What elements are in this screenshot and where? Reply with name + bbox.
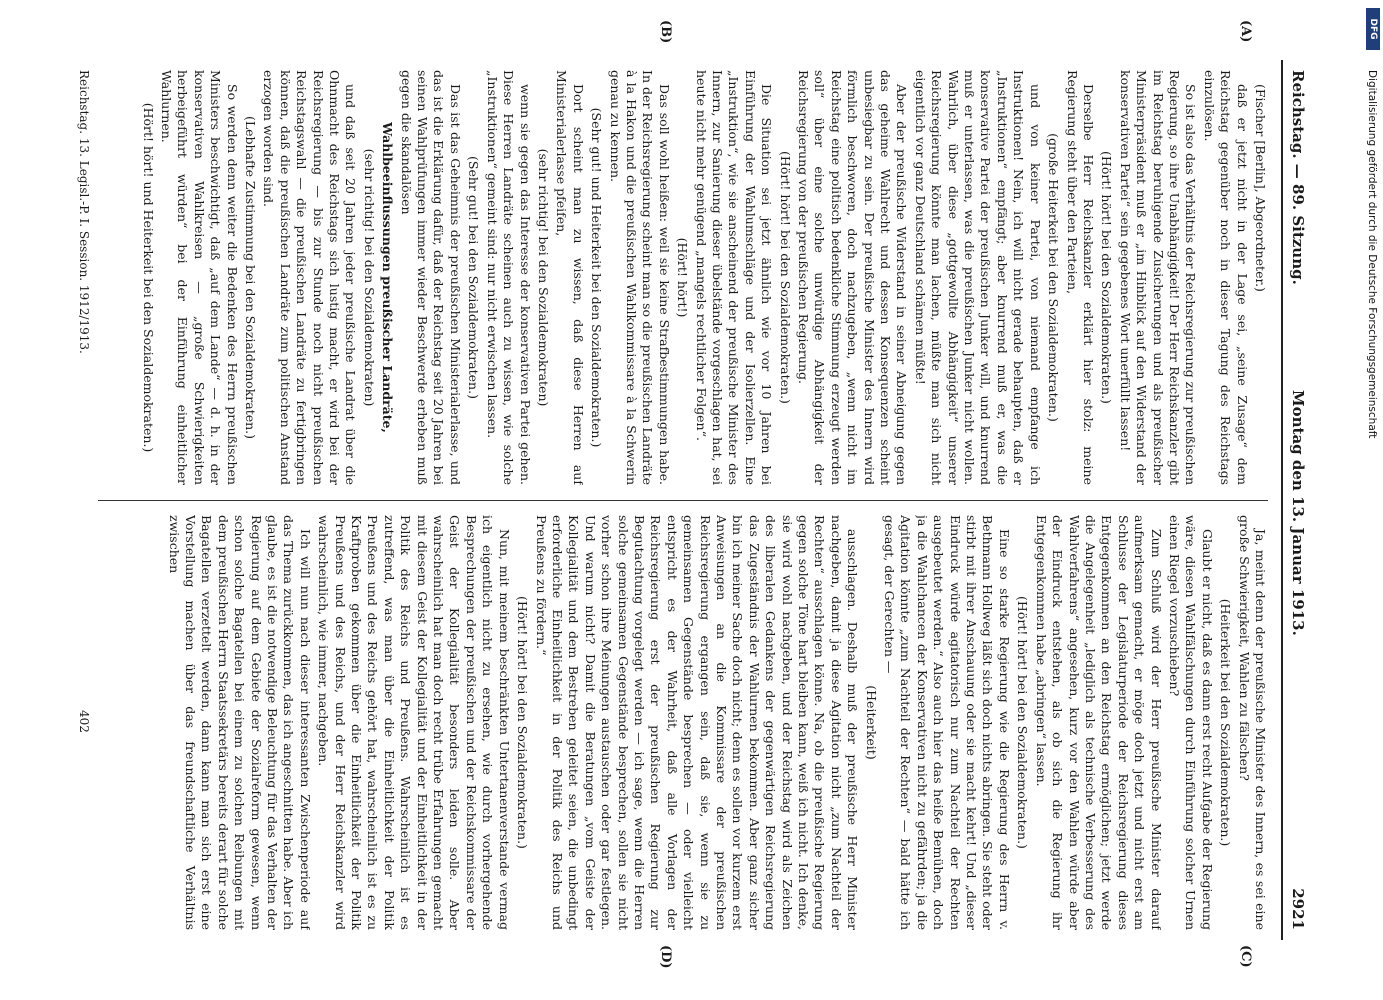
interjection: (große Heiterkeit bei den Sozialdemokraten.) bbox=[1046, 133, 1062, 422]
page-number: 2921 bbox=[1289, 888, 1307, 930]
bold-heading: Wahlbeeinflussungen preußischer Landräte, bbox=[380, 122, 396, 433]
dfg-logo-text: DFG bbox=[1368, 18, 1378, 40]
digitization-credit: Digitalisierung gefördert durch die Deutsche Forschungsgemeinschaft bbox=[1366, 70, 1378, 439]
header-date: Montag den 13. Januar 1913. bbox=[1289, 390, 1307, 636]
interjection: (Lebhafte Zustimmung bei den Sozialdemokraten.) bbox=[243, 115, 259, 440]
interjection: (Hört! hört! und Heiterkeit bei den Sozialdemokraten.) bbox=[140, 102, 156, 453]
dfg-logo bbox=[1366, 8, 1380, 50]
text-column-right bbox=[88, 515, 1268, 930]
interjection: (sehr richtig! bei den Sozialdemokraten) bbox=[535, 148, 551, 407]
paragraph: wenn sie gegen das Interesse der konservativen Partei gehen. Diese Herren Landräte scheinen auch zu wissen, wie solche „Instruktionen“ gemeint sind: nur nicht erwischen lassen. bbox=[484, 70, 533, 485]
interjection: (Heiterkeit bei den Sozialdemokraten.) bbox=[1218, 598, 1234, 847]
interjection: (Hört! hört! bei den Sozialdemokraten.) bbox=[515, 596, 531, 849]
margin-marker-d: (D) bbox=[658, 945, 673, 969]
interjection: (Hört! hört! bei den Sozialdemokraten.) bbox=[777, 151, 793, 404]
paragraph: und von keiner Partei, von niemand empfange ich Instruktionen! Nein, ich will nicht gerade behaupten, daß er „Instruktionen“ empfängt; aber knurrend muß er, was die konservative Partei der preußischen Junker will, und knurrend muß er unterlassen, was die preußischen Junker nicht wollen. Wahrlich, über diese „gottgewollte Abhängigkeit“ unserer Reichsregierung könnte man lachen, müßte man sich nicht eigentlich vor ganz Deutschland schämen müßte! bbox=[912, 70, 1043, 485]
margin-marker-c: (C) bbox=[1238, 945, 1253, 968]
paragraph: So ist also das Verhältnis der Reichsregierung zur preußischen Regierung, so ihre Unabhängigkeit! Der Herr Reichskanzler gibt im Reichstag beruhigende Zusicherungen und als preußischer Ministerpräsident muß er „im Hinblick auf den Widerstand der konservativen Partei“ sein gegebenes Wort unerfüllt lassen! bbox=[1117, 70, 1199, 485]
interjection: (Sehr gut! und Heiterkeit bei den Sozialdemokraten.) bbox=[589, 107, 605, 448]
paragraph: ausschlagen. Deshalb muß der preußische Herr Minister nachgeben, damit ja diese Agitation nicht „zum Nachteil der Rechten“ ausschlagen könne. Na, ob die preußische Regierung gegen solche Töne hart bleiben kann, weiß ich nicht. Ich denke, sie wird wohl nachgeben, und der Reichstag wird als Zeichen des liberalen Gedankens der gegenwärtigen Reichsregierung das Zugeständnis der Wahlurnen bekommen. Aber ganz sicher bin ich meiner Sache doch nicht; denn es sollen vor kurzem erst Anweisungen an die Kommissare der preußischen Reichsregierung ergangen sein, daß sie, wenn sie zu gemeinsamen Gegenstände besprechen — oder vielleicht entspricht es der Wahrheit, daß alle Vorlagen der Reichsregierung erst der preußischen Regierung zur Begutachtung vorgelegt werden — ich sage, wenn die Herren solche gemeinsamen Gegenstände besprechen, sollen sie nicht vorher schon ihre Meinungen austauschen oder gar festlegen. Und warum nicht? Damit die Beratungen „vom Geiste der Kollegialität und dem Bestreben geleitet seien, die unbedingt erforderliche Einheitlichkeit in der Politik des Reichs und Preußens zu fördern.“ bbox=[533, 515, 861, 930]
footer-sheet-number: 402 bbox=[77, 710, 91, 733]
paragraph: Nun, mit meinem beschränkten Untertanenverstande vermag ich eigentlich nicht zu ersehen, wie durch vorhergehende Besprechungen der preußischen und der Reichskommissare der Geist der Kollegialität besonders leiden solle. Aber wahrscheinlich hat man doch recht trübe Erfahrungen gemacht mit diesem Geist der Kollegialität und der Einheitlichkeit in der Politik des Reichs und Preußens. Wahrscheinlich ist es zutreffend, was man über die Einheitlichkeit der Politik Preußens und des Reichs gehört hat, wahrscheinlich ist es zu Kraftproben gekommen über die Einheitlichkeit der Politik Preußens und des Reichs, und der Herr Reichskanzler wird wahrscheinlich, wie immer, nachgeben. bbox=[316, 515, 512, 930]
paragraph: (Fischer [Berlin], Abgeordneter.) bbox=[1253, 84, 1268, 292]
interjection: (Heiterkeit) bbox=[863, 685, 879, 760]
text-column-left bbox=[88, 70, 1268, 485]
margin-marker-a: (A) bbox=[1238, 20, 1253, 43]
paragraph: Derselbe Herr Reichskanzler erklärt hier stolz: meine Regierung steht über den Parteien, bbox=[1064, 70, 1096, 485]
paragraph: Eine so starke Regierung wie die Regierung des Herrn v. Bethmann Hollweg läßt sich doch nichts abringen. Sie steht oder stirbt mit ihrer Anschauung oder sie macht kehrt! Und „dieser Eindruck würde agitatorisch nur zum Nachteil der Rechten ausgebeutet werden.“ Also auch hier das heiße Bemühen, doch ja die Wahlchancen der Konservativen nicht zu gefährden; ja die Agitation könnte „zum Nachteil der Rechten“ — bald hätte ich gesagt, der Gerechten — bbox=[882, 515, 1012, 930]
margin-marker-b: (B) bbox=[658, 20, 673, 44]
paragraph: daß er jetzt nicht in der Lage sei, „seine Zusage“ dem Reichstag gegenüber noch in dieser Tagung des Reichstags einzulösen. bbox=[1201, 70, 1250, 485]
paragraph: Die Situation sei jetzt ähnlich wie vor 10 Jahren bei Einführung der Wahlumschläge und der Isolierzellen. Eine „Instruktion“, wie sie anscheinend der preußische Minister des Innern, zur Sanierung dieser übelstände vorgeschlagen hat, sei heute nicht mehr genügend „mangels rechtlicher Folgen“. bbox=[693, 70, 775, 485]
paragraph: Dort scheint man zu wissen, daß diese Herren auf Ministerialerlasse pfeifen, bbox=[554, 70, 586, 485]
interjection: (Hört! hört!) bbox=[675, 237, 691, 318]
interjection: (Hört! hört! bei den Sozialdemokraten.) bbox=[1015, 596, 1031, 849]
paragraph: Ja, meint denn der preußische Minister des Innern, es sei eine große Schwierigkeit, Wahlen zu fälschen? bbox=[1236, 515, 1268, 930]
paragraph: Ich will nun nach dieser interessanten Zwischenperiode auf das Thema zurückkommen, das ich angeschnitten habe. Aber ich glaube, es ist die notwendige Beleuchtung für das Verhalten der Regierung auf dem Gebiete der Sozialreform gewesen, wenn schon solche Bagatellen bei einem zu solchen Reibungen mit dem preußischen Herrn Staatssekretärs bereits derart für solche Bagatellen verzettelt werden, dann kann man sich erst eine Vorstellung machen über das freundschaftliche Verhältnis zwischen bbox=[166, 515, 313, 930]
paragraph: Das ist das Geheimnis der preußischen Ministerialerlasse, und das ist die Erklärung dafür, daß der Reichstag seit 20 Jahren bei seinen Wahlprüfungen immer wieder Beschwerde erheben muß gegen die skandalösen bbox=[398, 70, 463, 485]
paragraph: Zum Schluß wird der Herr preußische Minister darauf aufmerksam gemacht, er möge doch jetzt und nicht erst am Schlusse der Legislaturperiode der Reichsregierung dieses Entgegenkommen an den Reichstag ermöglichen; jetzt werde die Angelegenheit „lediglich als technische Verbesserung des Wahlverfahrens“ angesehen, kurz vor den Wahlen würde aber der Eindruck entstehen, als ob sich die Regierung ihr Entgegenkommen habe „abringen“ lassen. bbox=[1033, 515, 1164, 930]
paragraph: Glaubt er nicht, daß es dann erst recht Aufgabe der Regierung wäre, diesen Wahlfälschungen durch Einführung solcher Urnen einen Riegel vorzuschieben? bbox=[1166, 515, 1215, 930]
paragraph: und daß seit 20 Jahren jeder preußische Landrat über die Ohnmacht des Reichstags sich lustig macht, er wird bei der Reichsregierung — bis zur Stunde noch nicht preußischen Reichstagswahl — die preußischen Landräte zu fertigbringen können, daß die preußischen Landräte zum politischen Anstand erzogen worden sind. bbox=[261, 70, 359, 485]
interjection: (sehr richtig! bei den Sozialdemokraten) bbox=[361, 148, 377, 407]
footer-session-info: Reichstag. 13. Legisl.-P. I. Session. 1912/1913. bbox=[77, 70, 91, 354]
page-content bbox=[73, 20, 1313, 969]
paragraph: Das soll wohl heißen: weil sie keine Strafbestimmungen habe. In der Reichsregierung scheint man so die preußischen Landräte à la Hakon und die preußischen Wahlkommissare à la Schwerin genau zu kennen. bbox=[607, 70, 672, 485]
interjection: (Hört! hört! bei den Sozialdemokraten.) bbox=[1099, 151, 1115, 404]
paragraph: Aber der preußische Widerstand in seiner Abneigung gegen das geheime Wahlrecht und dessen Konsequenzen scheint unbesiegbar zu sein. Der preußische Minister des Innern wird förmlich beschworen, doch nachzugeben, „wenn nicht im Reichstag eine politisch bedenkliche Stimmung erzeugt werden soll“ über eine solche unwürdige Abhängigkeit der Reichsregierung von der preußischen Regierung. bbox=[796, 70, 910, 485]
page-footer bbox=[73, 70, 91, 930]
header-session: Reichstag. — 89. Sitzung. bbox=[1289, 70, 1307, 285]
interjection: (Sehr gut! bei den Sozialdemokraten.) bbox=[466, 156, 482, 399]
paragraph: So werden denn weiter die Bedenken des Herrn preußischen Ministers beschwichtigt, daß „auf dem Lande“ — d. h. in der konservativen Wahlkreisen — „große Schwierigkeiten herbeigeführt würden“ bei der Einführung einheitlicher Wahlurnen. bbox=[159, 70, 240, 485]
digitization-note bbox=[1362, 10, 1378, 990]
column-divider bbox=[98, 500, 1268, 501]
running-header bbox=[1281, 60, 1313, 940]
